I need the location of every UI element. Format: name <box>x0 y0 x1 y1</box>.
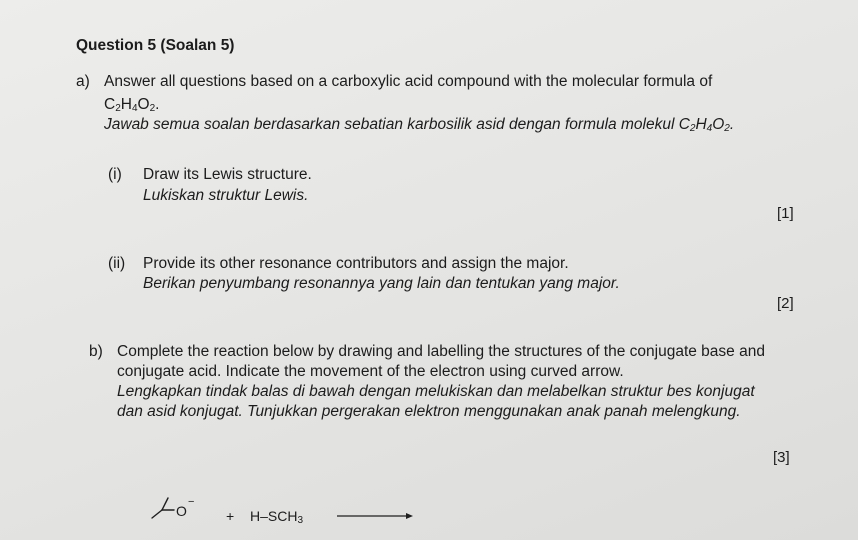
arrow-head <box>406 513 413 519</box>
part-b-english-line1: Complete the reaction below by drawing and labelling the structures of the conjugate base and <box>117 343 765 360</box>
sub-ii-label: (ii) <box>108 255 126 272</box>
sub-i-malay: Lukiskan struktur Lewis. <box>143 187 309 204</box>
part-a-label: a) <box>76 73 90 90</box>
sub-i-label: (i) <box>108 166 122 183</box>
reaction-scheme <box>150 492 450 532</box>
sub-ii-english: Provide its other resonance contributors and assign the major. <box>143 255 569 272</box>
oxygen-atom: O <box>176 503 187 519</box>
part-b-english-line2: conjugate acid. Indicate the movement of the electron using curved arrow. <box>117 363 624 380</box>
part-b-malay-line1: Lengkapkan tindak balas di bawah dengan melukiskan dan melabelkan struktur bes konjugat <box>117 383 755 400</box>
part-b-marks: [3] <box>773 449 790 466</box>
part-b-label: b) <box>89 343 103 360</box>
plus-sign: + <box>226 508 235 524</box>
question-heading: Question 5 (Soalan 5) <box>76 37 235 54</box>
sub-i-english: Draw its Lewis structure. <box>143 166 312 183</box>
part-a-formula: $C_2H_4O_2$. <box>104 96 160 114</box>
sub-i-marks: [1] <box>777 205 794 222</box>
reagent-formula: $H-SCH_3$ <box>250 508 304 526</box>
sub-ii-marks: [2] <box>777 295 794 312</box>
part-a-malay-line: Jawab semua soalan berdasarkan sebatian karbosilik asid dengan formula molekul $C_2H_4O_2$. <box>104 116 735 134</box>
part-a-english-line1: Answer all questions based on a carboxylic acid compound with the molecular formula of <box>104 73 713 90</box>
sub-ii-malay: Berikan penyumbang resonannya yang lain dan tentukan yang major. <box>143 275 620 292</box>
part-b-malay-line2: dan asid konjugat. Tunjukkan pergerakan elektron menggunakan anak panah melengkung. <box>117 403 741 420</box>
negative-charge: − <box>188 496 195 508</box>
